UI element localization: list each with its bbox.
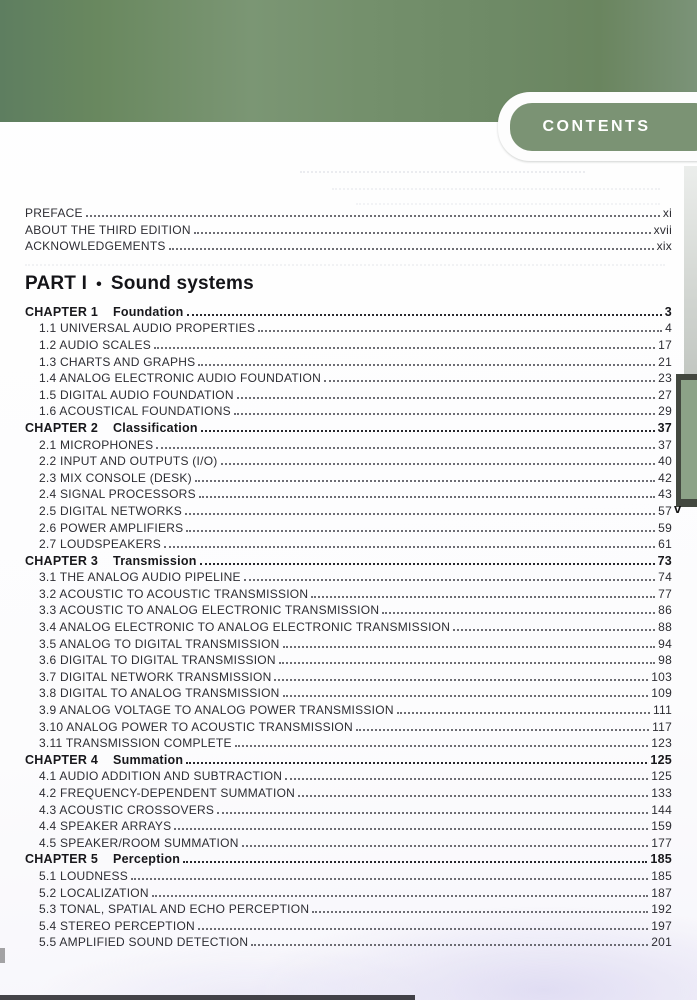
dot-leader — [274, 667, 648, 681]
section-label: 4.3 ACOUSTIC CROSSOVERS — [39, 802, 215, 817]
part-heading — [25, 273, 672, 296]
page-edge-green-tab — [681, 380, 697, 499]
dot-leader — [200, 551, 655, 565]
section-page-number: 27 — [658, 387, 672, 402]
toc-row-section[interactable] — [25, 783, 672, 800]
dot-leader — [234, 401, 655, 415]
section-label: 5.3 TONAL, SPATIAL AND ECHO PERCEPTION — [39, 902, 310, 917]
dot-leader — [185, 501, 655, 515]
section-page-number: 125 — [651, 769, 672, 784]
toc-row-chapter[interactable] — [25, 551, 672, 568]
section-page-number: 177 — [651, 835, 672, 850]
section-label: 4.2 FREQUENCY-DEPENDENT SUMMATION — [39, 786, 296, 800]
bullet-separator: • — [96, 275, 102, 293]
toc-row-section[interactable] — [25, 318, 672, 335]
dot-leader — [187, 302, 662, 316]
section-label: 2.1 MICROPHONES — [39, 437, 154, 452]
toc-row-section[interactable] — [25, 800, 672, 817]
dot-leader — [195, 468, 655, 482]
section-label: 2.6 POWER AMPLIFIERS — [39, 520, 184, 535]
print-bleed-artifact — [332, 188, 660, 190]
toc-row-front-matter[interactable] — [25, 236, 672, 253]
dot-leader — [174, 816, 648, 830]
section-page-number: 201 — [651, 935, 672, 950]
dot-leader — [312, 899, 648, 913]
chapter-title: Perception — [113, 852, 181, 867]
dot-leader — [198, 916, 648, 930]
section-label: 1.1 UNIVERSAL AUDIO PROPERTIES — [39, 321, 256, 336]
toc-row-section[interactable] — [25, 617, 672, 634]
dot-leader — [199, 484, 655, 498]
dot-leader — [217, 800, 648, 814]
section-page-number: 103 — [651, 669, 672, 684]
scan-bottom-smudge — [0, 995, 415, 1000]
dot-leader — [154, 335, 655, 349]
section-label: 3.1 THE ANALOG AUDIO PIPELINE — [39, 570, 241, 585]
toc-row-chapter[interactable] — [25, 418, 672, 435]
entry-page-number: xvii — [653, 222, 672, 237]
dot-leader — [198, 352, 655, 366]
section-label: 2.2 INPUT AND OUTPUTS (I/O) — [39, 454, 218, 469]
section-label: 3.8 DIGITAL TO ANALOG TRANSMISSION — [39, 686, 280, 701]
toc-row-section[interactable] — [25, 518, 672, 535]
toc-row-section[interactable] — [25, 584, 672, 601]
toc-row-section[interactable] — [25, 916, 672, 933]
toc-row-section[interactable] — [25, 600, 672, 617]
toc-row-section[interactable] — [25, 368, 672, 385]
section-label: 1.2 AUDIO SCALES — [39, 337, 152, 352]
chapter-list — [25, 302, 672, 949]
chapter-page-number: 185 — [650, 852, 672, 867]
section-label: 2.3 MIX CONSOLE (DESK) — [39, 470, 192, 485]
chapter-number: CHAPTER 3 — [25, 553, 99, 568]
table-of-contents — [25, 203, 672, 949]
section-page-number: 57 — [658, 503, 672, 518]
section-label: 5.5 AMPLIFIED SOUND DETECTION — [39, 935, 249, 950]
toc-row-section[interactable] — [25, 451, 672, 468]
toc-row-section[interactable] — [25, 435, 672, 452]
entry-label: ABOUT THE THIRD EDITION — [25, 222, 191, 237]
section-page-number: 40 — [658, 454, 672, 469]
section-page-number: 144 — [651, 802, 672, 817]
section-label: 3.5 ANALOG TO DIGITAL TRANSMISSION — [39, 636, 280, 651]
part-title: Sound systems — [110, 272, 254, 294]
chapter-number: CHAPTER 1 — [25, 304, 99, 319]
toc-row-section[interactable] — [25, 650, 672, 667]
section-label: 3.2 ACOUSTIC TO ACOUSTIC TRANSMISSION — [39, 586, 309, 601]
dot-leader — [311, 584, 655, 598]
dot-leader — [186, 518, 655, 532]
section-page-number: 74 — [658, 570, 672, 585]
section-label: 2.4 SIGNAL PROCESSORS — [39, 487, 196, 502]
dot-leader — [283, 634, 656, 648]
section-page-number: 192 — [651, 902, 672, 917]
dot-leader — [164, 534, 655, 548]
section-page-number: 94 — [658, 636, 672, 651]
toc-row-section[interactable] — [25, 683, 672, 700]
toc-row-section[interactable] — [25, 816, 672, 833]
section-label: 5.4 STEREO PERCEPTION — [39, 918, 195, 933]
dot-leader — [356, 717, 649, 731]
dot-leader — [258, 318, 662, 332]
chapter-title: Foundation — [113, 304, 184, 319]
toc-row-front-matter[interactable] — [25, 203, 672, 220]
section-page-number: 98 — [658, 653, 672, 668]
section-page-number: 111 — [653, 703, 672, 718]
contents-tab-pill — [510, 103, 697, 151]
section-label: 3.6 DIGITAL TO DIGITAL TRANSMISSION — [39, 653, 276, 668]
section-page-number: 42 — [658, 470, 672, 485]
dot-leader — [298, 783, 648, 797]
contents-tab-label: CONTENTS — [542, 118, 651, 135]
dot-leader — [453, 617, 655, 631]
dot-leader — [244, 567, 655, 581]
section-label: 3.3 ACOUSTIC TO ANALOG ELECTRONIC TRANSMISSION — [39, 603, 380, 618]
section-label: 5.1 LOUDNESS — [39, 868, 129, 883]
toc-row-section[interactable] — [25, 567, 672, 584]
toc-row-chapter[interactable] — [25, 849, 672, 866]
section-label: 1.4 ANALOG ELECTRONIC AUDIO FOUNDATION — [39, 371, 321, 386]
dot-leader — [169, 236, 654, 250]
dot-leader — [221, 451, 656, 465]
toc-row-front-matter[interactable] — [25, 220, 672, 237]
section-label: 4.1 AUDIO ADDITION AND SUBTRACTION — [39, 769, 283, 784]
scan-left-smudge — [0, 948, 5, 963]
dot-leader — [251, 932, 648, 946]
section-label: 4.4 SPEAKER ARRAYS — [39, 819, 172, 834]
toc-row-section[interactable] — [25, 733, 672, 750]
section-page-number: 117 — [652, 719, 672, 734]
section-page-number: 43 — [658, 487, 672, 502]
section-page-number: 187 — [651, 885, 672, 900]
dot-leader — [237, 385, 655, 399]
toc-row-chapter[interactable] — [25, 750, 672, 767]
toc-row-section[interactable] — [25, 634, 672, 651]
dot-leader — [279, 650, 655, 664]
section-page-number: 17 — [658, 337, 672, 352]
dot-leader — [86, 203, 660, 217]
toc-row-section[interactable] — [25, 385, 672, 402]
section-page-number: 59 — [658, 520, 672, 535]
section-label: 2.5 DIGITAL NETWORKS — [39, 503, 183, 518]
section-page-number: 185 — [651, 868, 672, 883]
edge-page-marker: v — [674, 501, 682, 516]
chapter-number: CHAPTER 5 — [25, 852, 99, 867]
entry-label: PREFACE — [25, 206, 83, 220]
print-bleed-artifact — [300, 171, 585, 173]
section-page-number: 133 — [651, 786, 672, 800]
section-label: 1.5 DIGITAL AUDIO FOUNDATION — [39, 387, 234, 402]
page-edge-shadow — [684, 166, 697, 378]
section-label: 5.2 LOCALIZATION — [39, 885, 149, 900]
section-label: 4.5 SPEAKER/ROOM SUMMATION — [39, 835, 239, 850]
section-label: 3.4 ANALOG ELECTRONIC TO ANALOG ELECTRONIC TRANSMISSION — [39, 620, 451, 635]
chapter-number: CHAPTER 2 — [25, 420, 99, 435]
section-page-number: 4 — [665, 321, 672, 336]
entry-label: ACKNOWLEDGEMENTS — [25, 239, 166, 254]
toc-row-chapter[interactable] — [25, 302, 672, 319]
section-page-number: 109 — [651, 686, 672, 701]
dot-leader — [283, 683, 649, 697]
chapter-title: Transmission — [113, 553, 197, 568]
section-label: 2.7 LOUDSPEAKERS — [39, 537, 162, 552]
chapter-page-number: 37 — [657, 420, 672, 435]
section-label: 3.10 ANALOG POWER TO ACOUSTIC TRANSMISSION — [39, 719, 353, 734]
section-page-number: 29 — [658, 404, 672, 419]
section-page-number: 123 — [651, 736, 672, 751]
section-page-number: 197 — [651, 918, 672, 933]
toc-row-section[interactable] — [25, 700, 672, 717]
toc-row-section[interactable] — [25, 899, 672, 916]
part-number: PART I — [25, 272, 88, 294]
section-page-number: 86 — [658, 603, 672, 618]
section-page-number: 159 — [651, 819, 672, 834]
toc-row-section[interactable] — [25, 766, 672, 783]
section-label: 1.3 CHARTS AND GRAPHS — [39, 354, 196, 369]
toc-row-section[interactable] — [25, 335, 672, 352]
chapter-title: Summation — [113, 752, 184, 767]
section-label: 1.6 ACOUSTICAL FOUNDATIONS — [39, 404, 231, 419]
dot-leader — [186, 750, 647, 764]
dot-leader — [382, 600, 655, 614]
dot-leader — [285, 766, 648, 780]
section-page-number: 88 — [658, 620, 672, 635]
dot-leader — [397, 700, 650, 714]
toc-row-section[interactable] — [25, 667, 672, 684]
toc-row-section[interactable] — [25, 501, 672, 518]
section-label: 3.7 DIGITAL NETWORK TRANSMISSION — [39, 669, 272, 684]
front-matter-list — [25, 203, 672, 253]
chapter-page-number: 73 — [657, 553, 672, 568]
toc-row-section[interactable] — [25, 833, 672, 850]
entry-page-number: xi — [662, 206, 672, 220]
dot-leader — [194, 220, 651, 234]
dot-leader — [152, 883, 648, 897]
toc-row-section[interactable] — [25, 534, 672, 551]
dot-leader — [201, 418, 655, 432]
toc-row-section[interactable] — [25, 401, 672, 418]
dot-leader — [324, 368, 655, 382]
dot-leader — [242, 833, 649, 847]
toc-row-section[interactable] — [25, 468, 672, 485]
section-page-number: 77 — [658, 586, 672, 601]
section-page-number: 21 — [658, 354, 672, 369]
dot-leader — [131, 866, 648, 880]
contents-tab — [498, 92, 697, 161]
chapter-number: CHAPTER 4 — [25, 752, 99, 767]
section-page-number: 37 — [658, 437, 672, 452]
toc-row-section[interactable] — [25, 352, 672, 369]
section-page-number: 61 — [658, 537, 672, 552]
entry-page-number: xix — [656, 239, 672, 254]
dot-leader — [156, 435, 655, 449]
chapter-page-number: 3 — [664, 304, 672, 319]
chapter-title: Classification — [113, 420, 198, 435]
section-label: 3.9 ANALOG VOLTAGE TO ANALOG POWER TRANSMISSION — [39, 703, 394, 718]
chapter-page-number: 125 — [650, 752, 672, 767]
dot-leader — [235, 733, 648, 747]
toc-row-section[interactable] — [25, 932, 672, 949]
toc-row-section[interactable] — [25, 883, 672, 900]
section-label: 3.11 TRANSMISSION COMPLETE — [39, 736, 232, 751]
dot-leader — [183, 849, 647, 863]
section-page-number: 23 — [658, 371, 672, 386]
toc-row-section[interactable] — [25, 717, 672, 734]
toc-row-section[interactable] — [25, 484, 672, 501]
toc-row-section[interactable] — [25, 866, 672, 883]
